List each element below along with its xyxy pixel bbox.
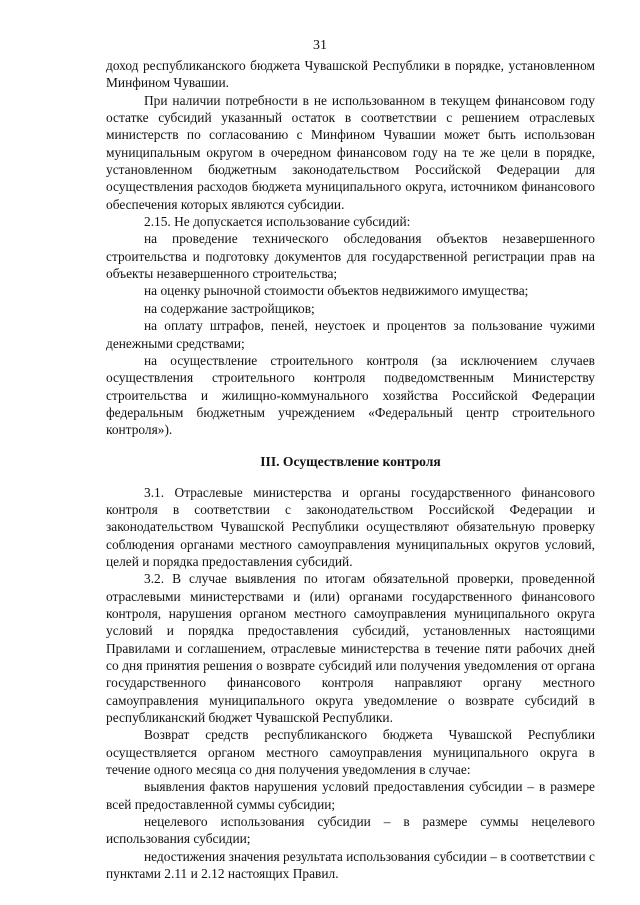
list-item-fines-payment: на оплату штрафов, пеней, неустоек и процентов за пользование чужими денежными средствами; bbox=[106, 318, 595, 351]
paragraph-continuation: доход республиканского бюджета Чувашской Республики в порядке, установленном Минфином Чувашии. bbox=[106, 58, 595, 91]
list-item-technical-survey: на проведение технического обследования объектов незавершенного строительства и подготовку документов для государственной регистрации прав на объекты незавершенного строительства; bbox=[106, 231, 595, 282]
section-heading: III. Осуществление контроля bbox=[260, 453, 441, 469]
document-body bbox=[106, 57, 595, 882]
list-item-market-valuation: на оценку рыночной стоимости объектов недвижимого имущества; bbox=[144, 283, 529, 299]
list-item-developer-maintenance: на содержание застройщиков; bbox=[144, 300, 315, 316]
paragraph-clause-2-15: 2.15. Не допускается использование субсидий: bbox=[144, 214, 411, 230]
list-item-violation-full-refund: выявления фактов нарушения условий предоставления субсидии – в размере всей предоставленной суммы субсидии; bbox=[106, 779, 595, 812]
paragraph-refund-conditions: Возврат средств республиканского бюджета Чувашской Республики осуществляется органом местного самоуправления муниципального округа в течение одного месяца со дня получения уведомления в случае: bbox=[106, 727, 595, 778]
paragraph-clause-3-1: 3.1. Отраслевые министерства и органы государственного финансового контроля в соответствии с законодательством Российской Федерации и законодательством Чувашской Республики осуществляют обязательную проверку соблюдения органами местного самоуправления муниципальных округов условий, целей и порядка предоставления субсидий. bbox=[106, 484, 595, 569]
list-item-misuse-refund: нецелевого использования субсидии – в размере суммы нецелевого использования субсидии; bbox=[106, 814, 595, 847]
page-number: 31 bbox=[313, 38, 327, 53]
list-item-result-not-achieved: недостижения значения результата использования субсидии – в соответствии с пунктами 2.11 и 2.12 настоящих Правил. bbox=[106, 848, 595, 882]
paragraph-unused-balance: При наличии потребности в не использованном в текущем финансовом году остатке субсидий указанный остаток в соответствии с решением отраслевых министерств по согласованию с Минфином Чувашии может быть использован муниципальным округом в очередном финансовом году на те же цели в порядке, установленном бюджетным законодательством Российской Федерации для осуществления расходов бюджета муниципального округа, источником финансового обеспечения которых являются субсидии. bbox=[106, 92, 595, 212]
list-item-construction-control: на осуществление строительного контроля (за исключением случаев осуществления строительного контроля подведомственным Министерству строительства и жилищно-коммунального хозяйства Российской Федерации федеральным бюджетным учреждением «Федеральный центр строительного контроля»). bbox=[106, 352, 595, 438]
paragraph-clause-3-2: 3.2. В случае выявления по итогам обязательной проверки, проведенной отраслевыми министерствами и (или) органами государственного финансового контроля, нарушения органом местного самоуправления муниципального округа условий и порядка предоставления субсидий, установленных настоящими Правилами и соглашением, отраслевые министерства в течение пяти рабочих дней со дня принятия решения о возврате субсидий или получения уведомления от органа государственного финансового контроля направляют органу местного самоуправления муниципального округа уведомление о возврате субсидий в республиканский бюджет Чувашской Республики. bbox=[106, 571, 595, 726]
